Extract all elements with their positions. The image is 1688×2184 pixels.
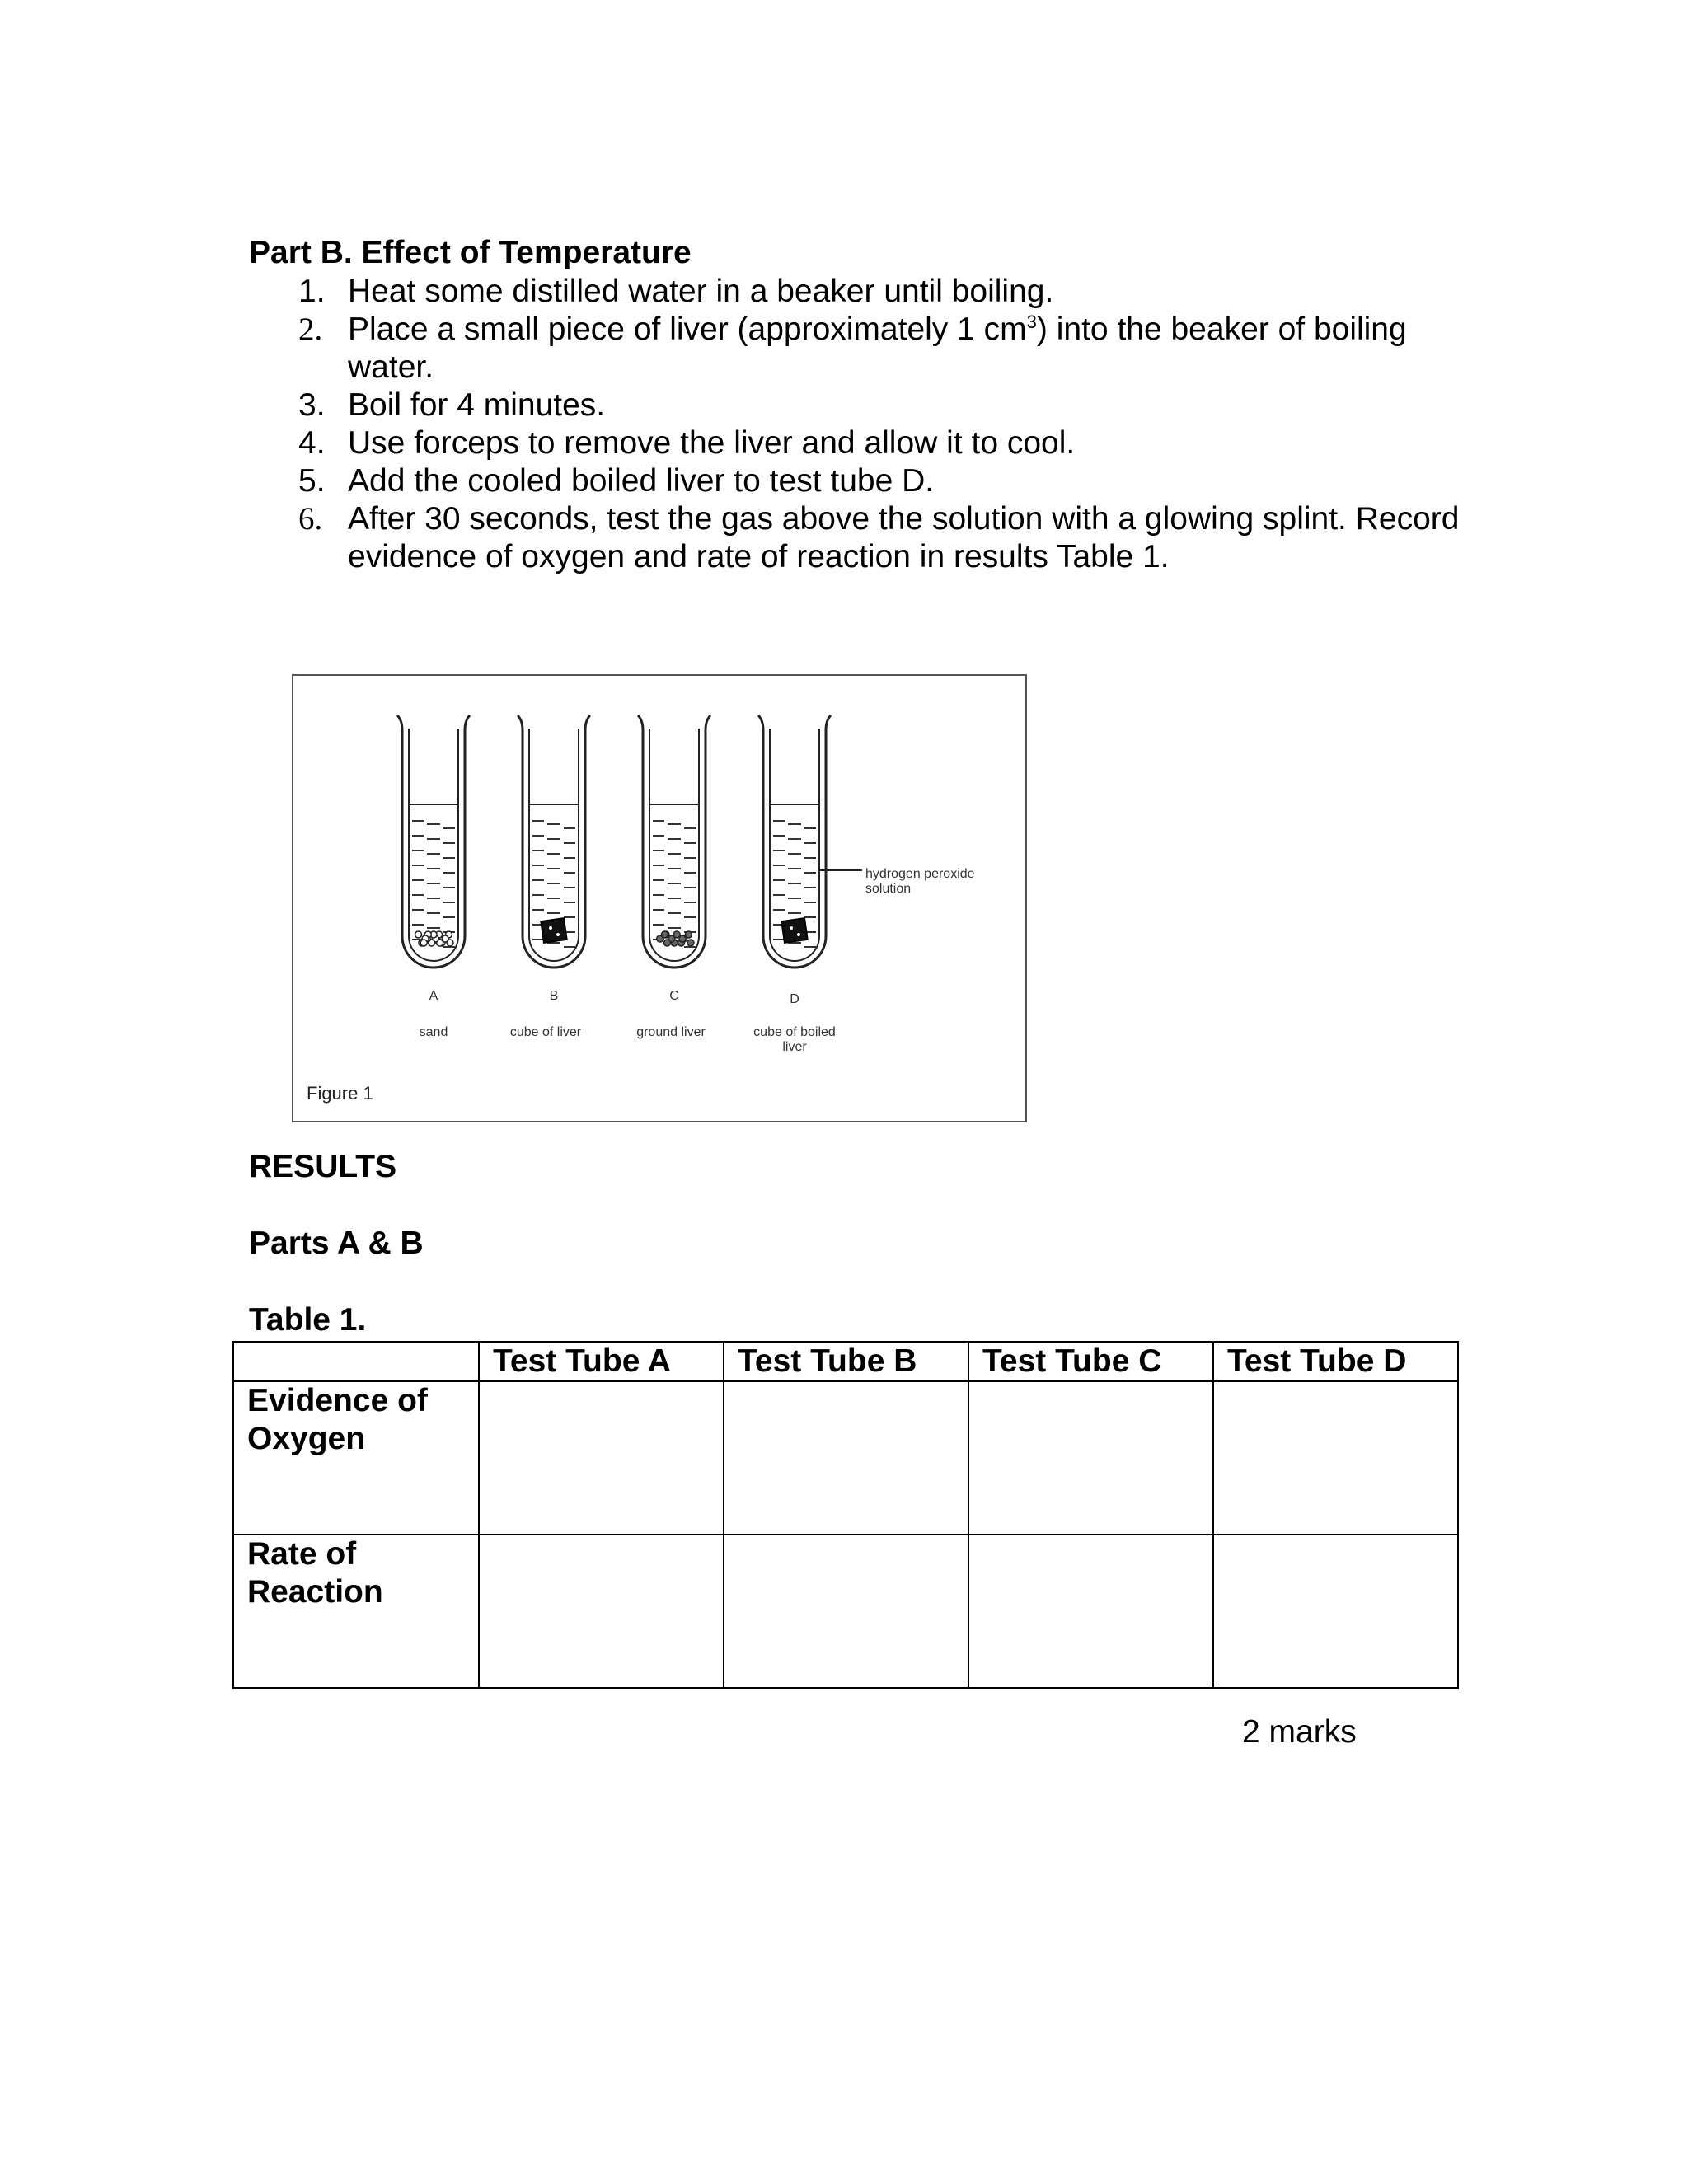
header-cell-tube-d: Test Tube D bbox=[1213, 1342, 1458, 1381]
step-text: Use forceps to remove the liver and allow it to cool. bbox=[348, 425, 1076, 461]
answer-cell[interactable] bbox=[724, 1535, 968, 1688]
step-item bbox=[249, 311, 1485, 387]
marks-label: 2 marks bbox=[1242, 1714, 1357, 1750]
answer-cell[interactable] bbox=[968, 1535, 1213, 1688]
liver-cube-highlight bbox=[556, 933, 560, 936]
results-heading: RESULTS bbox=[249, 1149, 397, 1184]
step-item bbox=[249, 462, 1485, 500]
row-label-rate-of-reaction: Rate of Reaction bbox=[233, 1535, 479, 1688]
header-cell-tube-a: Test Tube A bbox=[479, 1342, 724, 1381]
answer-cell[interactable] bbox=[968, 1381, 1213, 1535]
step-item bbox=[249, 387, 1485, 424]
table-row bbox=[233, 1381, 1458, 1535]
tube-letter-c: C bbox=[669, 989, 679, 1003]
figure-label: Figure 1 bbox=[307, 1083, 373, 1104]
tube-caption-c: ground liver bbox=[636, 1025, 706, 1039]
step-number: 3. bbox=[298, 387, 326, 423]
tube-caption-d: cube of boiled liver bbox=[753, 1025, 836, 1054]
particle bbox=[420, 940, 427, 946]
header-cell-tube-c: Test Tube C bbox=[968, 1342, 1213, 1381]
tube-letter-a: A bbox=[429, 989, 438, 1003]
section-heading: Part B. Effect of Temperature bbox=[249, 235, 692, 270]
liver-cube-highlight bbox=[797, 933, 800, 936]
step-item bbox=[249, 424, 1485, 462]
parts-heading: Parts A & B bbox=[249, 1226, 424, 1261]
header-cell-tube-b: Test Tube B bbox=[724, 1342, 968, 1381]
table-row bbox=[233, 1535, 1458, 1688]
answer-cell[interactable] bbox=[479, 1381, 724, 1535]
answer-cell[interactable] bbox=[1213, 1535, 1458, 1688]
results-table bbox=[232, 1341, 1459, 1689]
step-text-cont: ) into the beaker of boiling water. bbox=[348, 312, 1407, 385]
step-text: After 30 seconds, test the gas above the solution with a glowing splint. Record evidence of oxygen and rate of reaction in results Table 1. bbox=[348, 501, 1460, 574]
tube-caption-b: cube of liver bbox=[509, 1025, 582, 1039]
particle bbox=[664, 940, 671, 946]
answer-cell[interactable] bbox=[724, 1381, 968, 1535]
answer-cell[interactable] bbox=[1213, 1381, 1458, 1535]
step-text: Add the cooled boiled liver to test tube D. bbox=[348, 463, 935, 499]
particle bbox=[661, 931, 668, 938]
tube-caption-a: sand bbox=[419, 1025, 448, 1039]
step-number: 2. bbox=[298, 312, 323, 347]
step-text: Heat some distilled water in a beaker until boiling. bbox=[348, 274, 1054, 309]
liver-cube-highlight bbox=[790, 926, 793, 930]
particle bbox=[685, 931, 692, 938]
step-number: 4. bbox=[298, 425, 326, 461]
tube-letter-b: B bbox=[549, 989, 559, 1003]
step-text: Place a small piece of liver (approximately 1 cm bbox=[348, 312, 1027, 347]
step-text: Boil for 4 minutes. bbox=[348, 387, 606, 423]
particle bbox=[687, 940, 694, 946]
liver-cube bbox=[541, 918, 566, 943]
table-header-row bbox=[233, 1342, 1458, 1381]
test-tube-inner bbox=[649, 729, 699, 961]
step-item bbox=[249, 273, 1485, 311]
tube-letter-d: D bbox=[790, 992, 799, 1006]
test-tube-inner bbox=[409, 729, 458, 961]
header-cell-empty bbox=[233, 1342, 479, 1381]
step-number: 6. bbox=[298, 501, 323, 537]
procedure-steps bbox=[249, 273, 1485, 576]
row-label-evidence-of-oxygen: Evidence of Oxygen bbox=[233, 1381, 479, 1535]
test-tubes-drawing bbox=[293, 676, 1025, 1121]
liver-cube-highlight bbox=[549, 926, 552, 930]
callout-hydrogen-peroxide: hydrogen peroxide solution bbox=[865, 867, 975, 896]
superscript: 3 bbox=[1026, 312, 1037, 332]
step-item bbox=[249, 500, 1485, 576]
figure-test-tubes bbox=[292, 674, 1027, 1122]
particle bbox=[415, 931, 422, 938]
liver-cube bbox=[781, 918, 807, 943]
step-number: 1. bbox=[298, 274, 326, 309]
table-title: Table 1. bbox=[249, 1302, 367, 1338]
step-number: 5. bbox=[298, 463, 326, 499]
answer-cell[interactable] bbox=[479, 1535, 724, 1688]
